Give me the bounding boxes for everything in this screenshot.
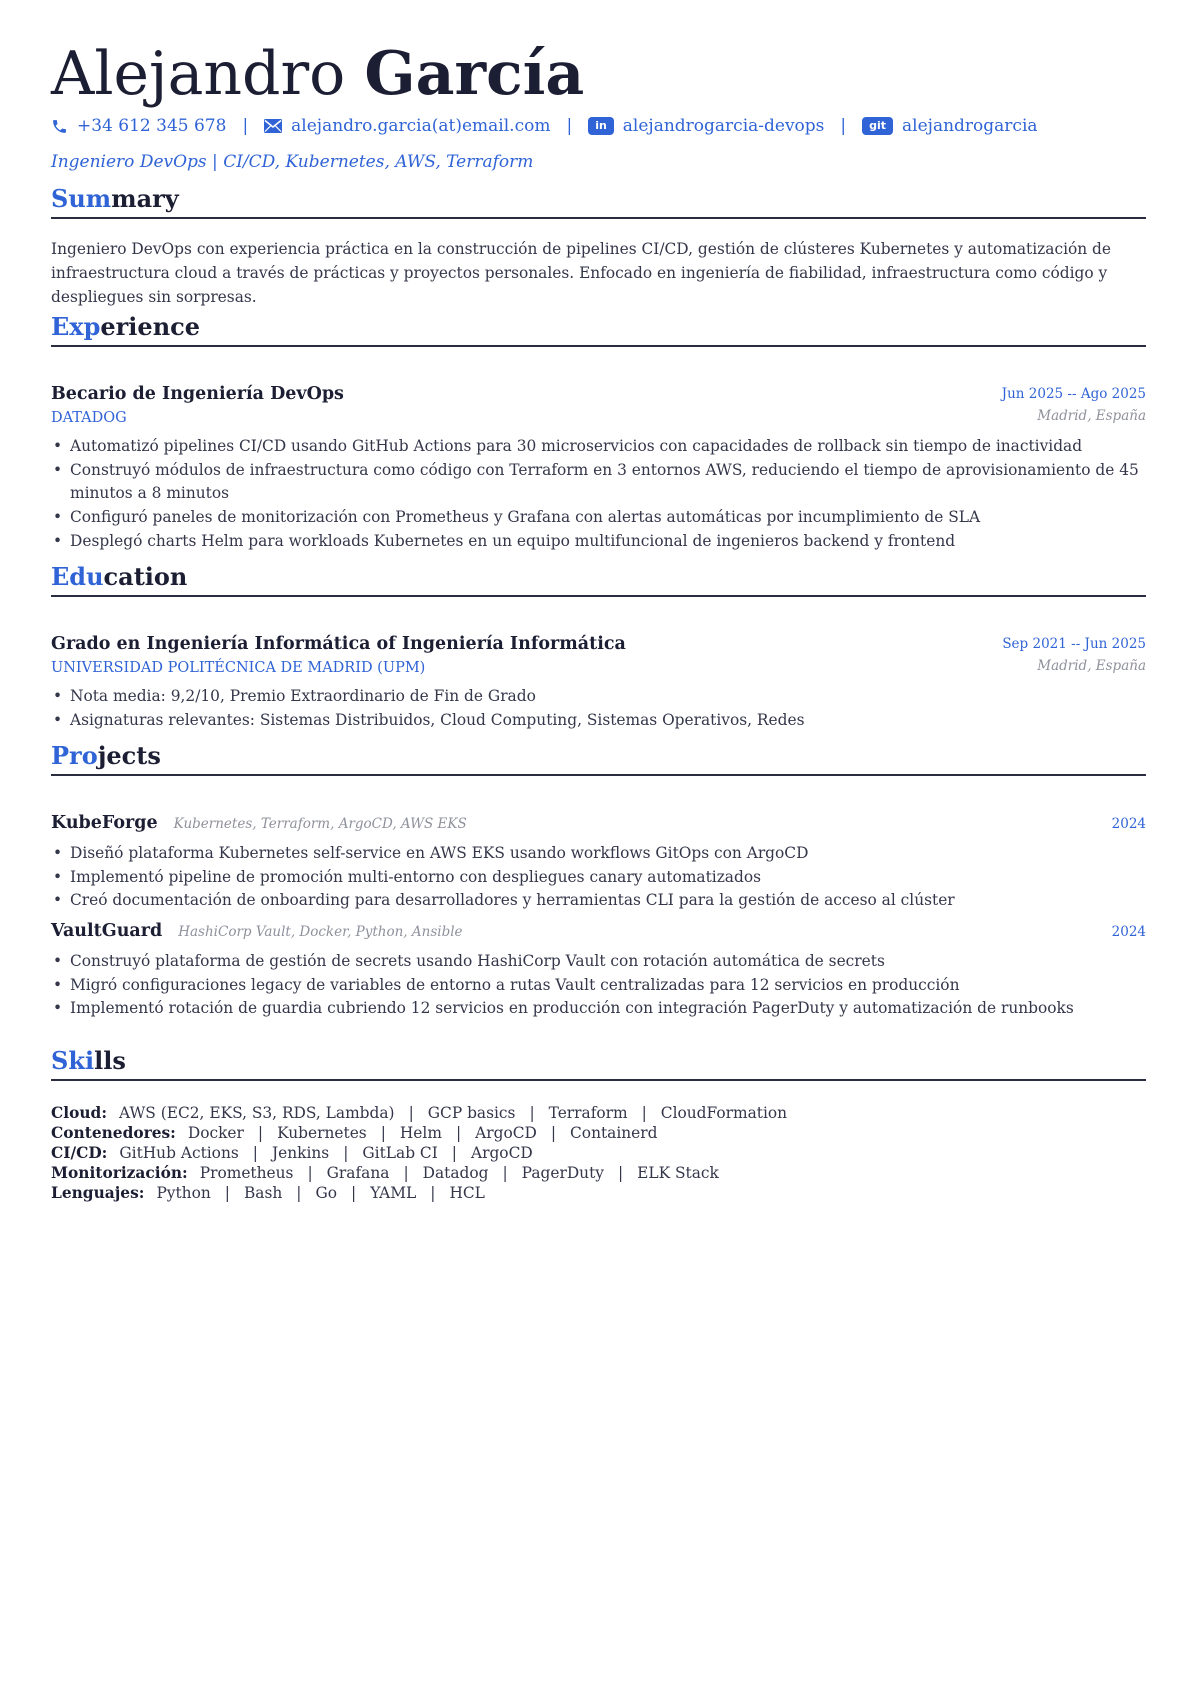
list-item: • Migró configuraciones legacy de variables de entorno a rutas Vault centralizadas para 12 servicios en producción [51,974,1146,998]
envelope-icon [264,119,282,133]
list-item: • Implementó rotación de guardia cubriendo 12 servicios en producción con integración PagerDuty y automatización de runbooks [51,997,1146,1021]
list-item: • Configuró paneles de monitorización con Prometheus y Grafana con alertas automáticas por incumplimiento de SLA [51,506,1146,530]
separator: | [455,1124,462,1142]
project-name: VaultGuard [51,921,163,941]
last-name: García [364,39,585,109]
education-bullets [51,685,1146,732]
job-title: Becario de Ingeniería DevOps [51,384,344,404]
candidate-name [51,34,584,114]
education-heading: Education [51,562,1146,597]
skill-category: CI/CD: [51,1144,108,1162]
summary-heading: Summary [51,184,1146,219]
list-item: • Construyó plataforma de gestión de secrets usando HashiCorp Vault con rotación automática de secrets [51,950,1146,974]
skill-item: GitHub Actions [119,1144,239,1162]
skill-item: Bash [243,1184,283,1202]
skill-item: ArgoCD [475,1124,537,1142]
separator: | [529,1104,535,1122]
skill-item: Helm [399,1124,442,1142]
skill-item: Datadog [422,1164,489,1182]
list-item: • Desplegó charts Helm para workloads Kubernetes en un equipo multifuncional de ingenieros backend y frontend [51,530,1146,554]
separator: | [641,1104,647,1122]
separator: | [296,1184,302,1202]
project-title [51,813,467,833]
skills-list [51,1103,1146,1203]
skill-row [51,1183,1146,1203]
separator: | [566,116,573,136]
university-name: UNIVERSIDAD POLITÉCNICA DE MADRID (UPM) [51,660,426,676]
skill-item: Containerd [570,1124,658,1142]
separator: | [617,1164,624,1182]
contact-bar [51,114,1038,138]
skill-item: GitLab CI [362,1144,438,1162]
skill-category: Cloud: [51,1104,107,1122]
separator: | [840,116,847,136]
skill-item: AWS (EC2, EKS, S3, RDS, Lambda) [119,1104,395,1122]
separator: | [257,1124,264,1142]
list-item: • Nota media: 9,2/10, Premio Extraordinario de Fin de Grado [51,685,1146,709]
phone-contact[interactable] [51,116,226,136]
education-location: Madrid, España [1037,658,1146,674]
skill-item: HCL [449,1184,485,1202]
skill-item: Go [315,1184,337,1202]
skill-item: YAML [370,1184,417,1202]
education-dates: Sep 2021 -- Jun 2025 [1002,636,1146,652]
skill-item: Prometheus [199,1164,294,1182]
project-bullets [51,950,1146,1021]
separator: | [403,1164,409,1182]
github-handle: alejandrogarcia [902,116,1038,136]
skill-row [51,1103,1146,1123]
company-name: DATADOG [51,410,127,426]
list-item: • Creó documentación de onboarding para desarrolladores y herramientas CLI para la gestión de acceso al clúster [51,889,1146,913]
first-name: Alejandro [51,39,346,109]
separator: | [502,1164,508,1182]
project-title [51,921,463,941]
skills-heading: Skills [51,1046,1146,1081]
projects-heading: Projects [51,741,1146,776]
linkedin-handle: alejandrogarcia-devops [622,116,825,136]
degree-title: Grado en Ingeniería Informática of Ingeniería Informática [51,634,626,654]
skill-item: Grafana [326,1164,390,1182]
list-item: • Automatizó pipelines CI/CD usando GitHub Actions para 30 microservicios con capacidades de rollback sin tiempo de inactividad [51,435,1146,459]
separator: | [351,1184,357,1202]
separator: | [408,1104,414,1122]
separator: | [343,1144,349,1162]
separator: | [430,1184,436,1202]
project-year: 2024 [1111,816,1146,832]
separator: | [550,1124,557,1142]
skill-item: PagerDuty [521,1164,604,1182]
phone-icon [51,118,68,135]
experience-heading: Experience [51,312,1146,347]
list-item: • Asignaturas relevantes: Sistemas Distribuidos, Cloud Computing, Sistemas Operativos, Redes [51,709,1146,733]
git-icon: git [862,117,893,135]
project-name: KubeForge [51,813,158,833]
skill-item: Python [156,1184,211,1202]
skill-item: Jenkins [271,1144,330,1162]
linkedin-contact[interactable] [588,116,824,136]
skill-item: Docker [187,1124,244,1142]
skill-item: Kubernetes [277,1124,367,1142]
headline: Ingeniero DevOps | CI/CD, Kubernetes, AWS, Terraform [51,152,534,172]
separator: | [380,1124,386,1142]
job-location: Madrid, España [1037,408,1146,424]
list-item: • Implementó pipeline de promoción multi-entorno con despliegues canary automatizados [51,866,1146,890]
email-address: alejandro.garcia(at)email.com [291,116,551,136]
skill-item: GCP basics [427,1104,516,1122]
separator: | [242,116,249,136]
phone-number: +34 612 345 678 [77,116,227,136]
skill-row [51,1163,1146,1183]
skill-item: ELK Stack [637,1164,719,1182]
skill-category: Monitorización: [51,1164,188,1182]
separator: | [252,1144,258,1162]
skill-category: Lenguajes: [51,1184,145,1202]
project-bullets [51,842,1146,913]
separator: | [307,1164,313,1182]
email-contact[interactable] [264,116,550,136]
summary-text: Ingeniero DevOps con experiencia práctica en la construcción de pipelines CI/CD, gestión de clústeres Kubernetes y automatización de infraestructura cloud a través de prácticas y proyectos personales. Enfocado en ingeniería de fiabilidad, infraestructura como código y despliegues sin sorpresas. [51,240,1112,306]
skill-item: CloudFormation [660,1104,788,1122]
list-item: • Construyó módulos de infraestructura como código con Terraform en 3 entornos AWS, reduciendo el tiempo de aprovisionamiento de 45 minutos a 8 minutos [51,459,1146,506]
separator: | [451,1144,457,1162]
skill-row [51,1123,1146,1143]
skill-item: ArgoCD [470,1144,533,1162]
list-item: • Diseñó plataforma Kubernetes self-service en AWS EKS usando workflows GitOps con ArgoCD [51,842,1146,866]
project-year: 2024 [1111,924,1146,940]
experience-bullets [51,435,1146,554]
skill-category: Contenedores: [51,1124,176,1142]
separator: | [224,1184,230,1202]
skill-row [51,1143,1146,1163]
github-contact[interactable] [862,116,1037,136]
project-tech: Kubernetes, Terraform, ArgoCD, AWS EKS [173,816,467,832]
skill-item: Terraform [548,1104,628,1122]
linkedin-icon: in [588,117,614,135]
job-dates: Jun 2025 -- Ago 2025 [1001,386,1146,402]
project-tech: HashiCorp Vault, Docker, Python, Ansible [178,924,463,940]
